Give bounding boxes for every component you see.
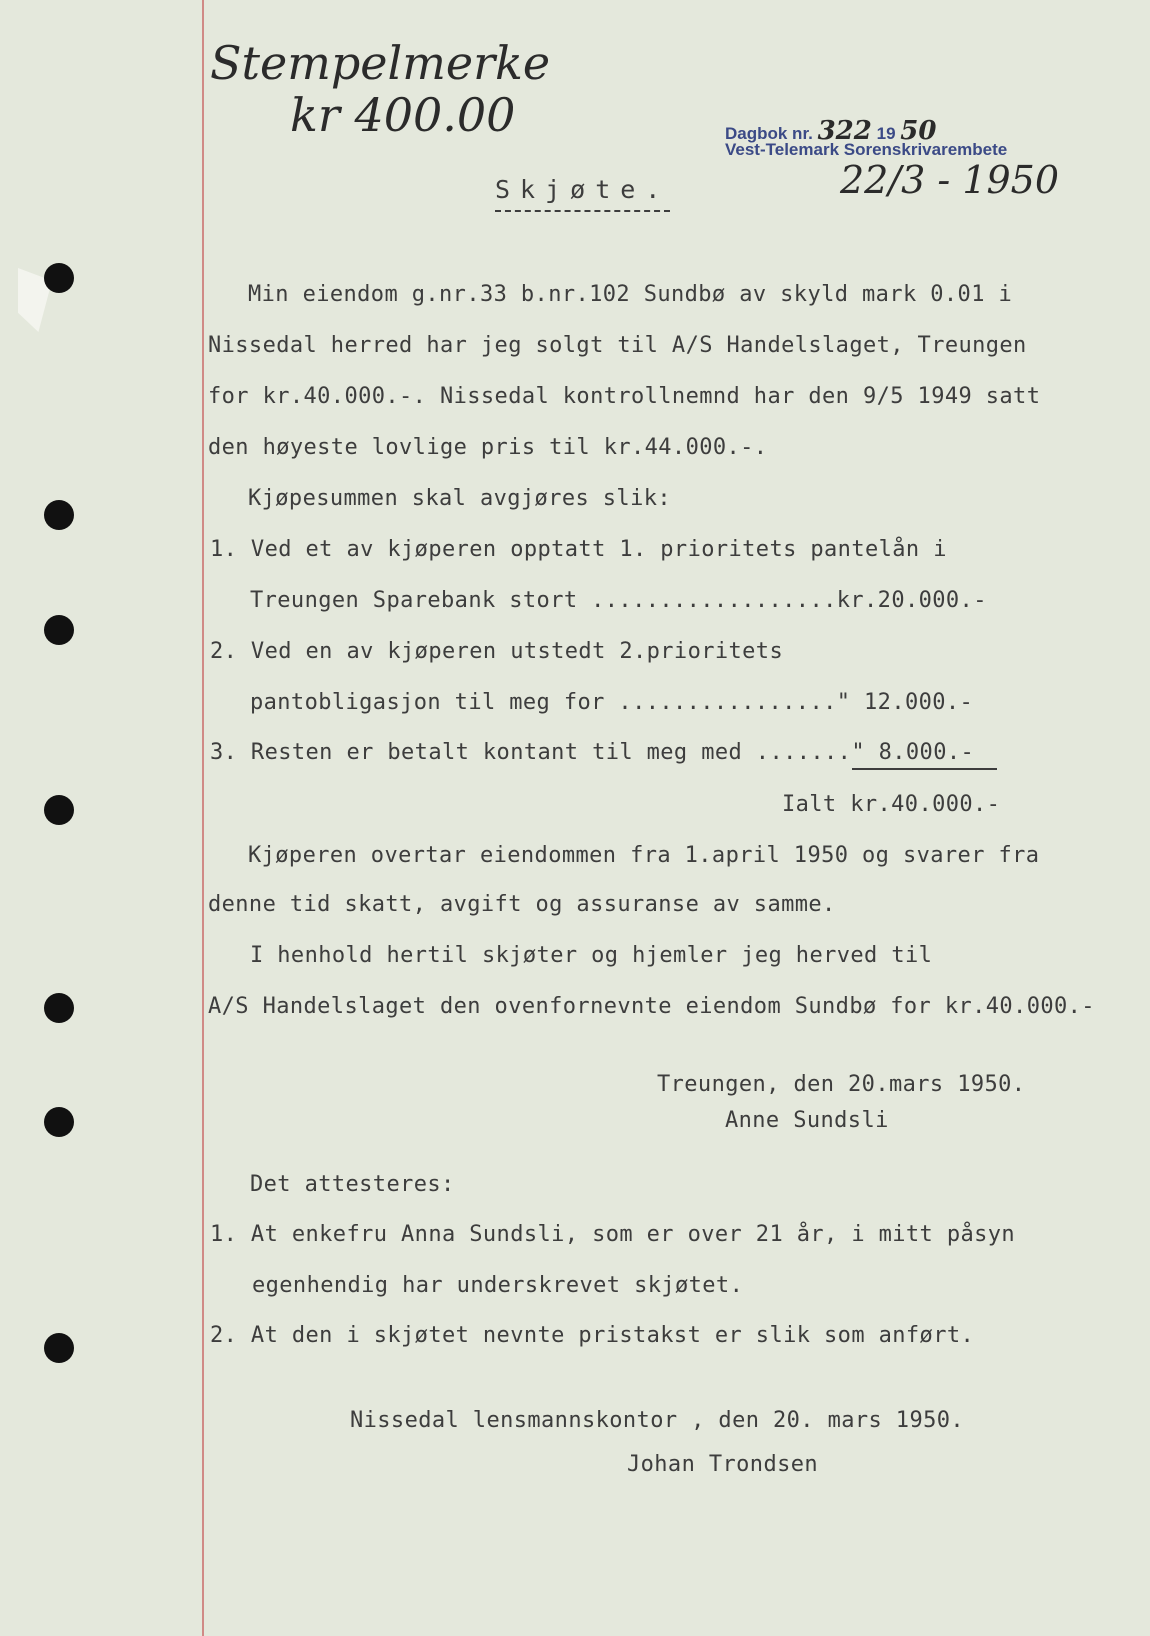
text-line: Treungen Sparebank stort ..................kr.20.000.-: [250, 588, 987, 613]
text-line: denne tid skatt, avgift og assuranse av samme.: [208, 892, 836, 917]
punch-hole-icon: [44, 615, 74, 645]
stamp-duty-label: Stempelmerke: [210, 36, 551, 90]
sum-underline: [852, 768, 997, 770]
text-line: for kr.40.000.-. Nissedal kontrollnemnd har den 9/5 1949 satt: [208, 384, 1041, 409]
office-date-line: Nissedal lensmannskontor , den 20. mars 1950.: [350, 1408, 965, 1433]
entry-date: 22/3 - 1950: [840, 158, 1060, 202]
attestation-heading: Det attesteres:: [250, 1172, 455, 1197]
registry-stamp-prefix: Dagbok nr.: [725, 124, 813, 143]
margin-line: [202, 0, 204, 1636]
text-line: 3. Resten er betalt kontant til meg med ......." 8.000.-: [210, 740, 975, 765]
text-line: 2. Ved en av kjøperen utstedt 2.prioritets: [210, 639, 784, 664]
registry-year-prefix: 19: [876, 124, 896, 143]
text-line: 1. Ved et av kjøperen opptatt 1. prioritets pantelån i: [210, 537, 947, 562]
text-line: egenhendig har underskrevet skjøtet.: [252, 1273, 744, 1298]
place-date-line: Treungen, den 20.mars 1950.: [657, 1072, 1026, 1097]
registry-entry-number: 322: [817, 116, 872, 146]
text-line: 2. At den i skjøtet nevnte pristakst er slik som anført.: [210, 1323, 975, 1348]
text-line: den høyeste lovlige pris til kr.44.000.-.: [208, 435, 768, 460]
punch-hole-icon: [44, 1333, 74, 1363]
text-line: Kjøpesummen skal avgjøres slik:: [248, 486, 671, 511]
title-underline: [495, 210, 670, 212]
text-line: A/S Handelslaget den ovenfornevnte eiendom Sundbø for kr.40.000.-: [208, 994, 1095, 1019]
registry-stamp-line2: Vest-Telemark Sorenskrivarembete: [725, 140, 1008, 159]
official-signature: Johan Trondsen: [627, 1452, 819, 1477]
total-line: Ialt kr.40.000.-: [782, 792, 1001, 817]
punch-hole-icon: [44, 500, 74, 530]
stamp-duty-amount: kr 400.00: [290, 88, 516, 142]
text-line: I henhold hertil skjøter og hjemler jeg herved til: [250, 943, 933, 968]
text-line: 1. At enkefru Anna Sundsli, som er over 21 år, i mitt påsyn: [210, 1222, 1016, 1247]
document-title: Skjøte.: [495, 175, 671, 204]
text-line: Min eiendom g.nr.33 b.nr.102 Sundbø av skyld mark 0.01 i: [248, 282, 1013, 307]
punch-hole-icon: [44, 1107, 74, 1137]
registry-year-suffix: 50: [900, 116, 937, 146]
text-line: pantobligasjon til meg for ................" 12.000.-: [250, 690, 974, 715]
punch-hole-icon: [44, 263, 74, 293]
punch-hole-icon: [44, 795, 74, 825]
seller-signature: Anne Sundsli: [725, 1108, 889, 1133]
text-line: Kjøperen overtar eiendommen fra 1.april 1950 og svarer fra: [248, 843, 1040, 868]
punch-hole-icon: [44, 993, 74, 1023]
text-line: Nissedal herred har jeg solgt til A/S Handelslaget, Treungen: [208, 333, 1027, 358]
